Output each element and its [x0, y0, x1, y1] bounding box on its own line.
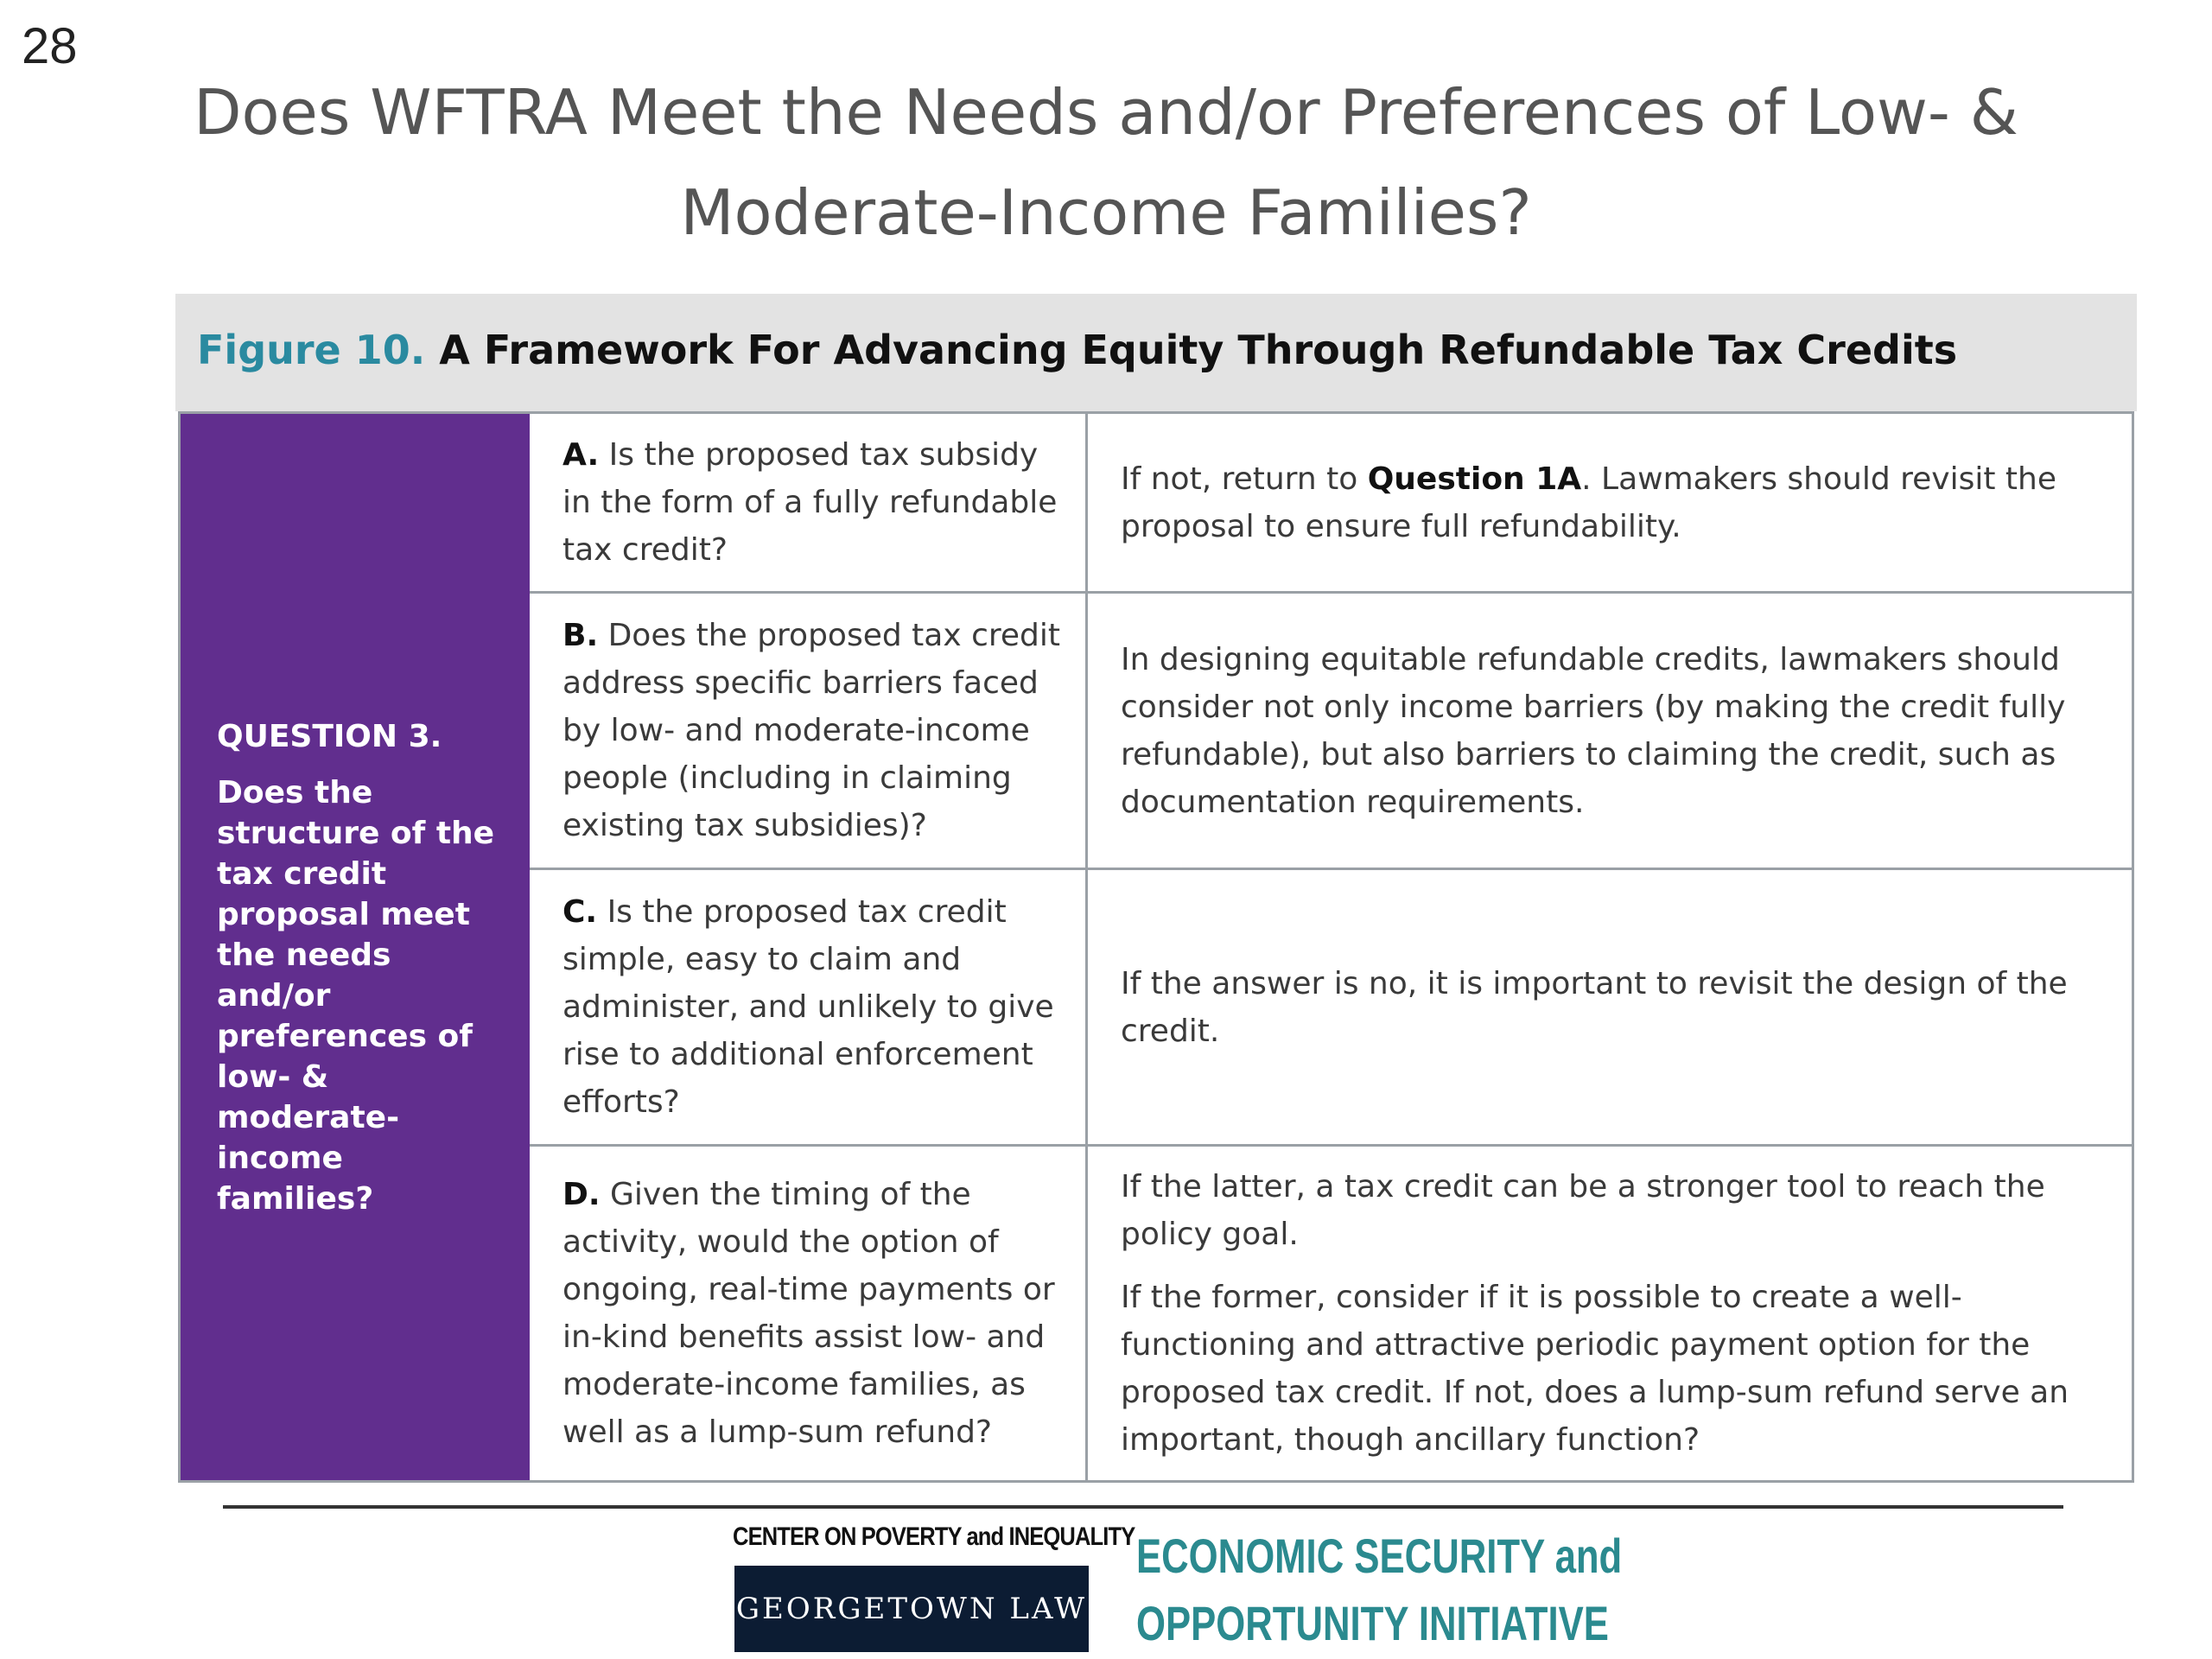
- figure: [175, 294, 2137, 1483]
- table-row: [530, 594, 2132, 870]
- table-row: [530, 414, 2132, 594]
- criterion-letter: D.: [563, 1177, 601, 1212]
- guidance-text: If the latter, a tax credit can be a stronger tool to reach the policy goal.: [1121, 1169, 2045, 1252]
- esoi-logo: [1136, 1522, 1622, 1657]
- guidance-text-post: . Lawmakers should revisit the proposal to ensure full refundability.: [1121, 461, 2056, 544]
- guidance-text: In designing equitable refundable credits, lawmakers should consider not only income barriers (by making the credit fully refundable), but also barriers to claiming the credit, such as documentation requirements.: [1121, 641, 2066, 820]
- criterion-cell: [530, 414, 1088, 591]
- criterion-letter: B.: [563, 618, 599, 653]
- esoi-logo-line2: OPPORTUNITY INITIATIVE: [1136, 1596, 1609, 1650]
- question-text: Does the structure of the tax credit proposal meet the needs and/or preferences of low- & moderate-income families?: [217, 775, 495, 1217]
- guidance-text: If the former, consider if it is possible to create a well-functioning and attractive periodic payment option for the proposed tax credit. If not, does a lump-sum refund serve an important, though ancillary function?: [1121, 1280, 2069, 1458]
- guidance-text: If the answer is no, it is important to revisit the design of the credit.: [1121, 965, 2068, 1049]
- question-heading: QUESTION 3.: [217, 719, 442, 754]
- criterion-letter: C.: [563, 894, 598, 930]
- figure-header: [175, 294, 2137, 411]
- figure-title: A Framework For Advancing Equity Through Refundable Tax Credits: [439, 327, 1958, 373]
- esoi-logo-line1: ECONOMIC SECURITY and: [1136, 1529, 1623, 1583]
- guidance-text-pre: If not, return to: [1121, 461, 1368, 497]
- criterion-text: Is the proposed tax credit simple, easy to claim and administer, and unlikely to give rise to additional enforcement efforts?: [563, 894, 1054, 1120]
- criterion-text: Is the proposed tax subsidy in the form of a fully refundable tax credit?: [563, 437, 1058, 568]
- guidance-cell: [1088, 414, 2132, 591]
- figure-caption: [197, 327, 1957, 373]
- guidance-text-bold: Question 1A: [1367, 461, 1582, 497]
- guidance-cell: [1088, 870, 2132, 1144]
- criterion-cell: [530, 1147, 1088, 1480]
- question-block: [217, 716, 502, 1219]
- criterion-text: Does the proposed tax credit address specific barriers faced by low- and moderate-income people (including in claiming existing tax subsidies)?: [563, 618, 1061, 843]
- table-row: [530, 1147, 2132, 1480]
- slide-title: Does WFTRA Meet the Needs and/or Preferences of Low- & Moderate-Income Families?: [194, 76, 2018, 249]
- figure-label: Figure 10.: [197, 327, 426, 373]
- cpi-logo-text: CENTER ON POVERTY and INEQUALITY: [733, 1522, 1135, 1551]
- framework-table: [178, 411, 2134, 1483]
- guidance-cell: [1088, 1147, 2132, 1480]
- criterion-cell: [530, 594, 1088, 868]
- georgetown-law-logo: GEORGETOWN LAW: [734, 1566, 1089, 1652]
- page-number: 28: [22, 18, 78, 74]
- criterion-cell: [530, 870, 1088, 1144]
- guidance-cell: [1088, 594, 2132, 868]
- question-column: [181, 414, 530, 1480]
- footer-divider: [223, 1505, 2063, 1509]
- table-row: [530, 870, 2132, 1147]
- criterion-letter: A.: [563, 437, 600, 473]
- criterion-text: Given the timing of the activity, would the option of ongoing, real-time payments or in-kind benefits assist low- and moderate-income families, as well as a lump-sum refund?: [563, 1177, 1055, 1450]
